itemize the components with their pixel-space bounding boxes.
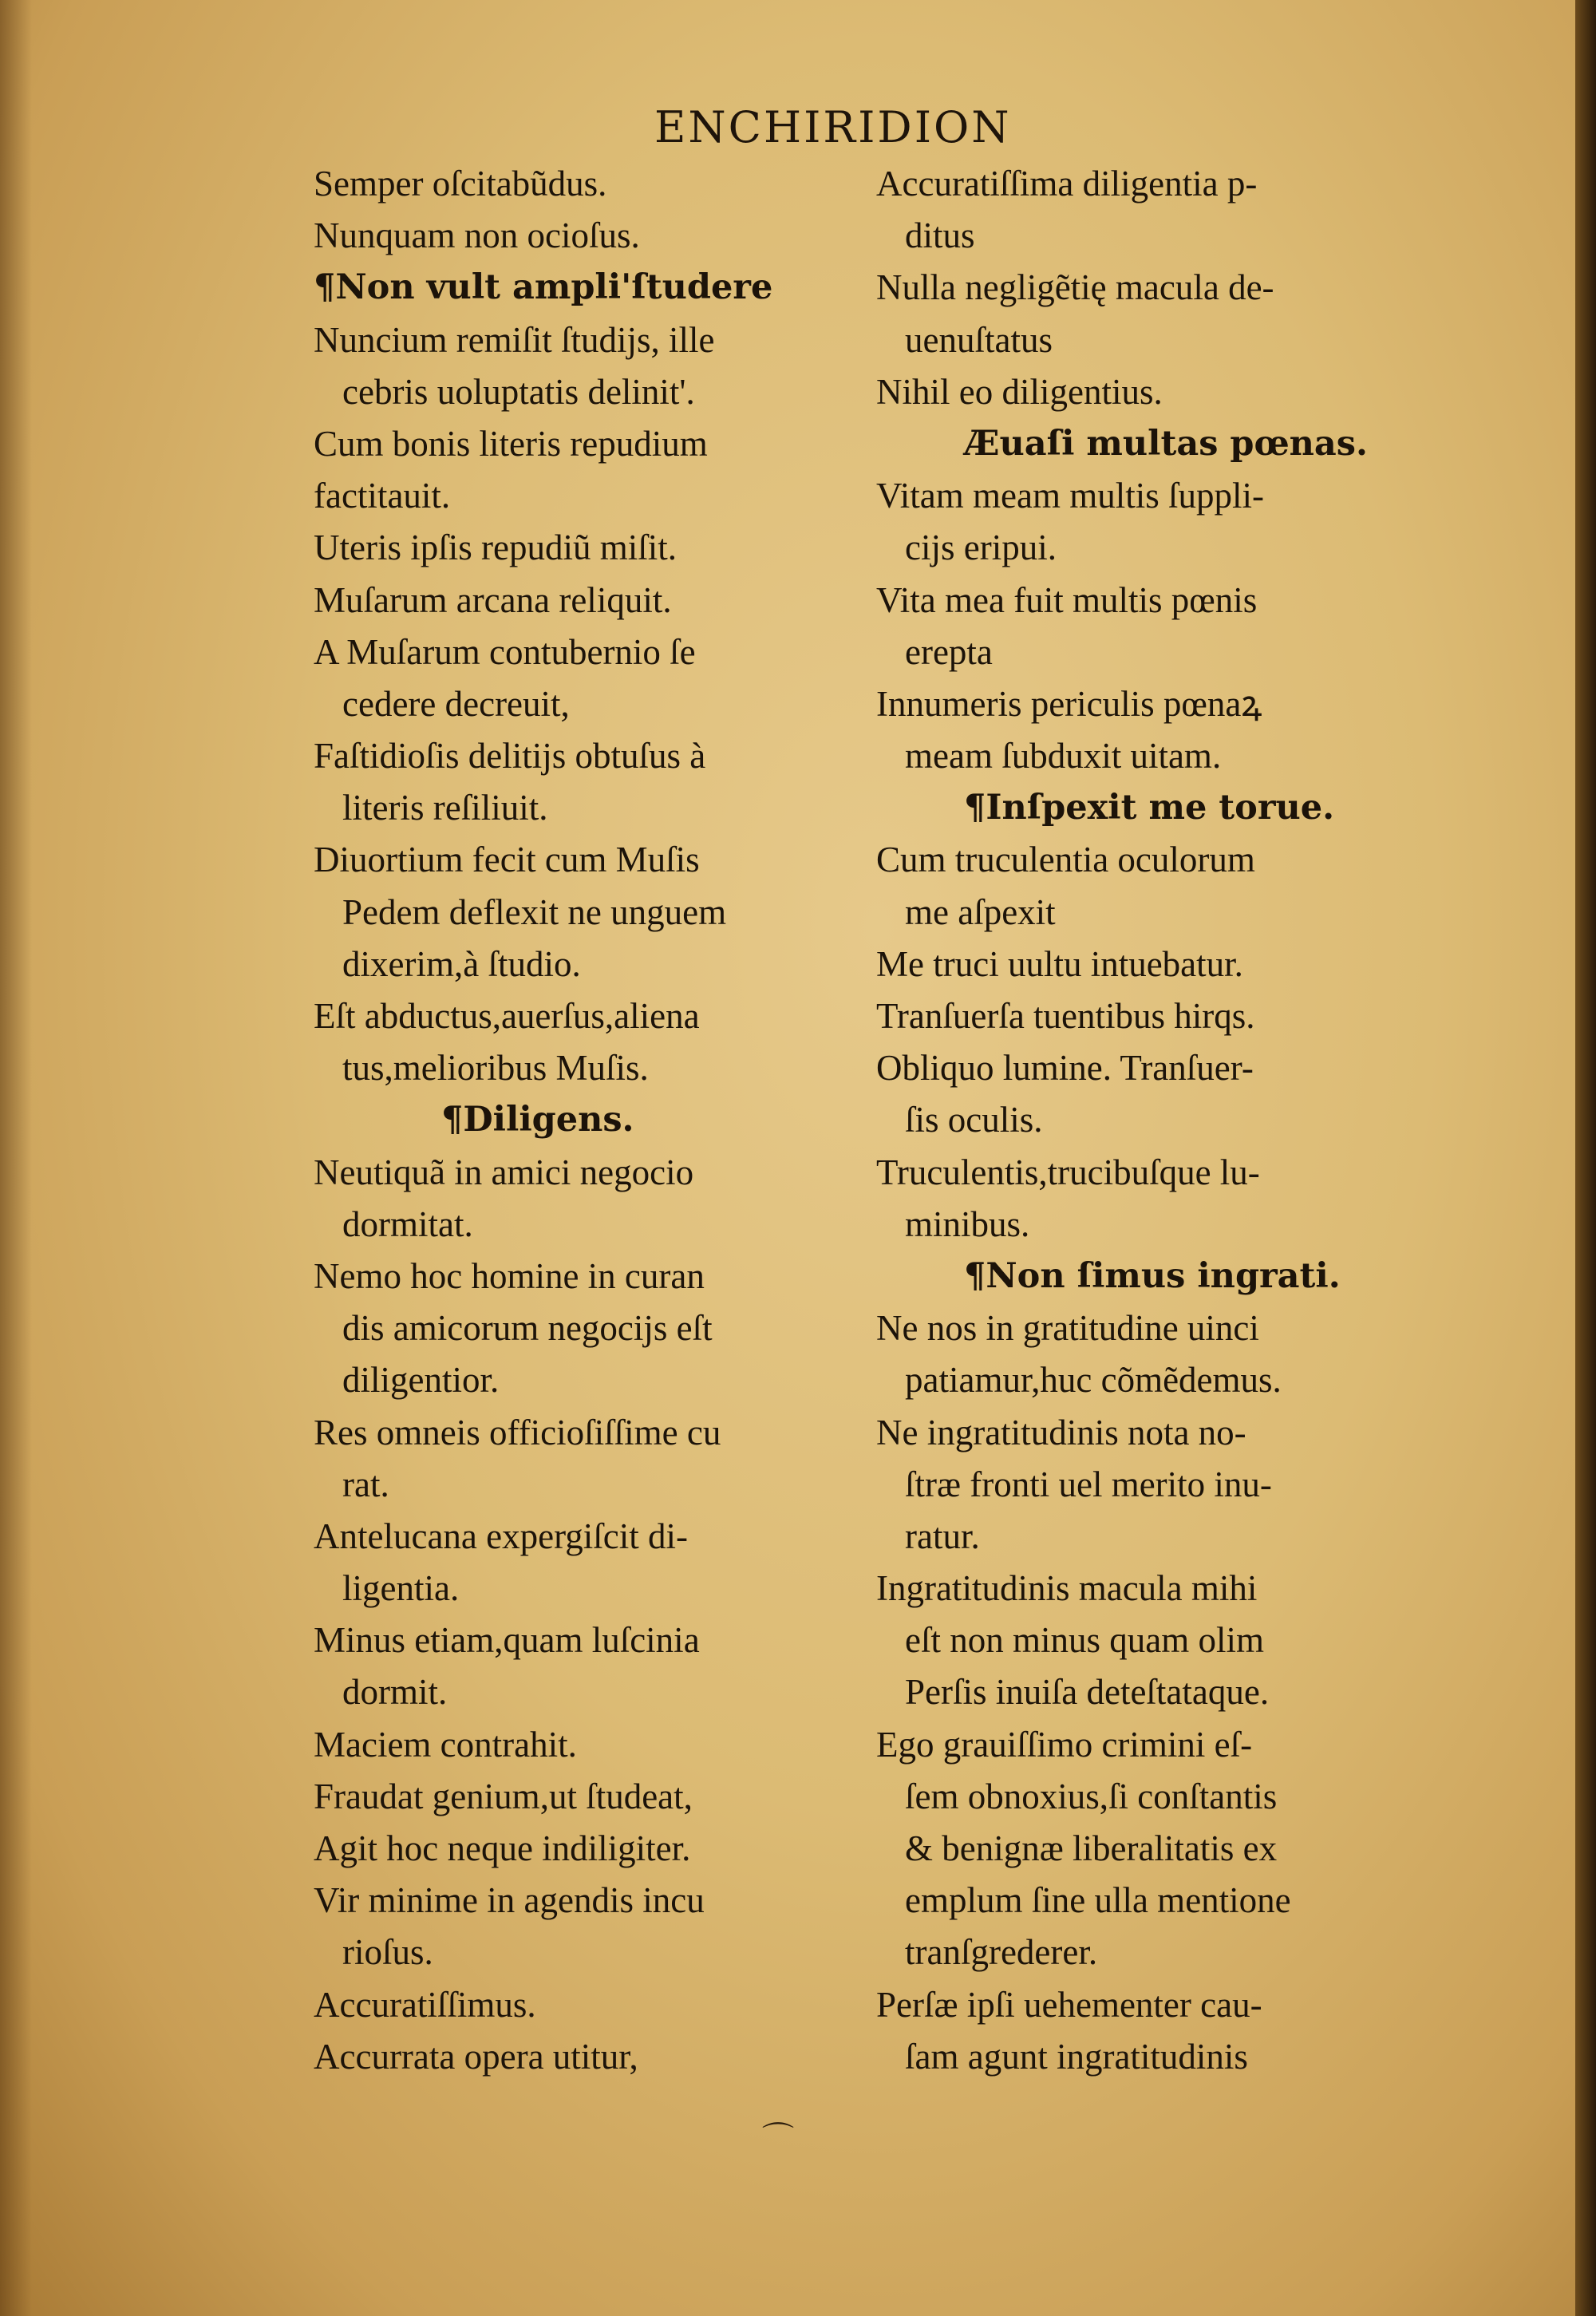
left-text-line: Semper oſcitabũdus. (314, 164, 607, 204)
left-text-line: cebris uoluptatis delinit'. (342, 371, 695, 412)
left-text-line: Nemo hoc homine in curan (314, 1255, 705, 1296)
left-text-line: Diuortium fecit cum Muſis (314, 840, 700, 880)
right-text-line: meam ſubduxit uitam. (905, 736, 1222, 777)
right-section-heading: ¶Inſpexit me torue. (964, 788, 1335, 828)
right-text-line: Perſis inuiſa deteſtataque. (905, 1672, 1270, 1713)
left-text-line: Maciem contrahit. (314, 1724, 577, 1765)
right-text-line: Ego grauiſſimo crimini eſ- (876, 1724, 1253, 1765)
right-text-line: Cum truculentia oculorum (876, 840, 1255, 880)
running-header: ENCHIRIDION (654, 102, 1012, 152)
right-text-line: & benignæ liberalitatis ex (905, 1828, 1278, 1868)
right-text-line: Truculentis,trucibuſque lu- (876, 1152, 1260, 1192)
page-foot-mark: ⌒ (762, 2120, 794, 2157)
right-text-line: Ingratitudinis macula mihi (876, 1568, 1258, 1609)
left-text-line: Agit hoc neque indiligiter. (314, 1828, 691, 1868)
left-text-line: rioſus. (342, 1932, 433, 1973)
left-text-line: Cum bonis literis repudium (314, 423, 708, 464)
left-text-line: dormitat. (342, 1203, 473, 1244)
right-text-line: Nihil eo diligentius. (876, 371, 1163, 412)
left-text-line: diligentior. (342, 1360, 500, 1401)
right-text-line: ſis oculis. (905, 1100, 1043, 1140)
right-text-line: ditus (905, 215, 975, 256)
right-section-heading: Æuaſi multas pœnas. (964, 423, 1368, 464)
left-text-line: Accuratiſſimus. (314, 1984, 536, 2025)
right-text-line: ſam agunt ingratitudinis (905, 2036, 1248, 2077)
left-text-line: factitauit. (314, 476, 451, 516)
right-text-line: ſtræ fronti uel merito inu- (905, 1464, 1272, 1504)
right-text-line: Vitam meam multis ſuppli- (876, 476, 1264, 516)
right-text-line: Obliquo lumine. Tranſuer- (876, 1048, 1254, 1089)
book-spine-edge (1575, 0, 1596, 2316)
left-section-heading: ¶Diligens. (441, 1100, 634, 1140)
right-text-line: patiamur,huc cõmẽdemus. (905, 1360, 1282, 1401)
right-text-line: emplum ſine ulla mentione (905, 1880, 1291, 1921)
left-text-line: dixerim,à ſtudio. (342, 943, 581, 984)
left-text-line: Pedem deflexit ne unguem (342, 891, 727, 932)
right-text-line: Accuratiſſima diligentia p- (876, 164, 1258, 204)
left-text-line: Muſarum arcana reliquit. (314, 579, 672, 620)
left-text-line: literis reſiliuit. (342, 788, 548, 828)
right-text-line: minibus. (905, 1203, 1030, 1244)
left-text-line: Accurrata opera utitur, (314, 2036, 638, 2077)
right-text-line: Ne nos in gratitudine uinci (876, 1308, 1259, 1349)
left-text-line: dormit. (342, 1672, 448, 1713)
right-text-line: Innumeris periculis pœnaꝝ (876, 683, 1262, 724)
right-text-line: uenuſtatus (905, 319, 1053, 360)
right-text-line: Perſæ ipſi uehementer cau- (876, 1984, 1262, 2025)
left-text-line: cedere decreuit, (342, 683, 570, 724)
left-text-line: Faſtidioſis delitijs obtuſus à (314, 736, 706, 777)
right-text-line: ſem obnoxius,ſi conſtantis (905, 1776, 1278, 1816)
left-text-line: Minus etiam,quam luſcinia (314, 1620, 700, 1661)
left-text-line: Nuncium remiſit ſtudijs, ille (314, 319, 715, 360)
left-text-line: Nunquam non ocioſus. (314, 215, 640, 256)
left-text-line: Uteris ipſis repudiũ miſit. (314, 528, 677, 568)
left-section-heading: ¶Non vult ampli'ſtudere (314, 267, 773, 308)
right-text-line: cijs eripui. (905, 528, 1057, 568)
right-text-line: Tranſuerſa tuentibus hirqs. (876, 996, 1255, 1036)
right-text-line: Nulla negligẽtię macula de- (876, 267, 1274, 308)
right-text-line: Ne ingratitudinis nota no- (876, 1412, 1246, 1452)
left-text-line: Vir minime in agendis incu (314, 1880, 705, 1921)
left-text-line: Fraudat genium,ut ſtudeat, (314, 1776, 693, 1816)
left-text-line: rat. (342, 1464, 389, 1504)
right-text-line: eſt non minus quam olim (905, 1620, 1264, 1661)
right-text-line: erepta (905, 631, 993, 672)
right-text-line: Me truci uultu intuebatur. (876, 943, 1243, 984)
right-section-heading: ¶Non ſimus ingrati. (964, 1255, 1341, 1296)
right-text-column (876, 158, 1451, 2083)
right-text-line: Vita mea fuit multis pœnis (876, 579, 1258, 620)
left-text-line: A Muſarum contubernio ſe (314, 631, 696, 672)
right-text-line: tranſgrederer. (905, 1932, 1098, 1973)
left-text-line: ligentia. (342, 1568, 460, 1609)
left-text-line: Eſt abductus,auerſus,aliena (314, 996, 700, 1036)
right-text-line: me aſpexit (905, 891, 1056, 932)
right-text-line: ratur. (905, 1516, 980, 1556)
left-text-line: tus,melioribus Muſis. (342, 1048, 649, 1089)
left-text-line: Res omneis officioſiſſime cu (314, 1412, 721, 1452)
page-gutter-shadow (0, 0, 32, 2316)
left-text-line: Antelucana expergiſcit di- (314, 1516, 688, 1556)
left-text-line: dis amicorum negocijs eſt (342, 1308, 713, 1349)
left-text-column (314, 158, 888, 2083)
left-text-line: Neutiquã in amici negocio (314, 1152, 694, 1192)
